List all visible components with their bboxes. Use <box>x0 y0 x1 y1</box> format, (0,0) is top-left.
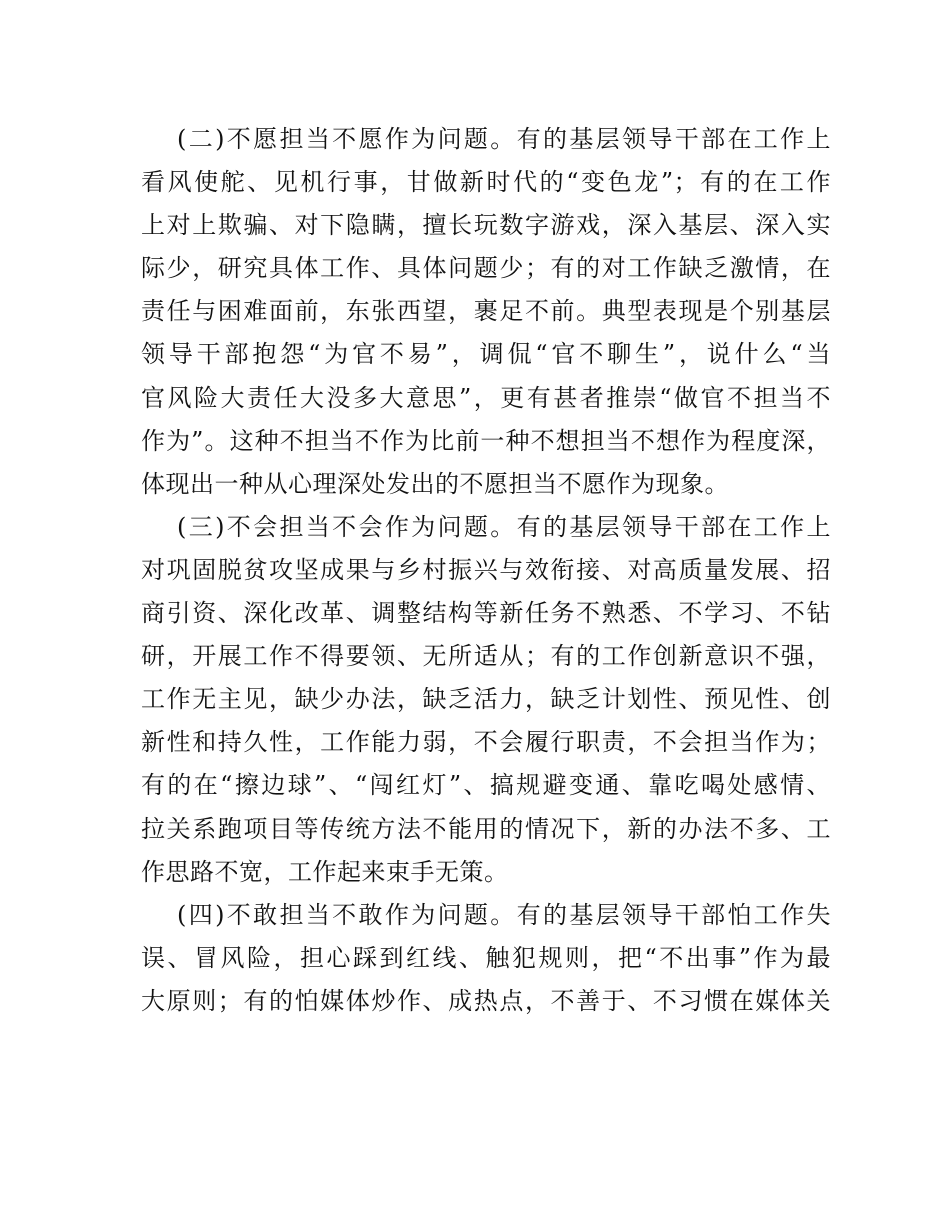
document-body <box>141 118 831 1023</box>
paragraph-line: 看风使舵、见机行事，甘做新时代的“变色龙”；有的在工作 <box>141 168 831 197</box>
paragraph-line: 领导干部抱怨“为官不易”，调侃“官不聊生”，说什么“当 <box>141 340 831 369</box>
paragraph-line: 上对上欺骗、对下隐瞒，擅长玩数字游戏，深入基层、深入实 <box>141 211 831 240</box>
paragraph-line: 工作无主见，缺少办法，缺乏活力，缺乏计划性、预见性、创 <box>141 685 831 714</box>
paragraph-line: (四)不敢担当不敢作为问题。有的基层领导干部怕工作失 <box>177 900 831 929</box>
paragraph-line: 新性和持久性，工作能力弱，不会履行职责，不会担当作为； <box>141 728 831 757</box>
paragraph-line: 有的在“擦边球”、“闯红灯”、搞规避变通、靠吃喝处感情、 <box>141 771 831 800</box>
paragraph-line: 官风险大责任大没多大意思”，更有甚者推崇“做官不担当不 <box>141 383 831 412</box>
paragraph-line: 对巩固脱贫攻坚成果与乡村振兴与效衔接、对高质量发展、招 <box>141 555 831 584</box>
paragraph-line: 责任与困难面前，东张西望，裹足不前。典型表现是个别基层 <box>141 297 831 326</box>
paragraph-line: 大原则；有的怕媒体炒作、成热点，不善于、不习惯在媒体关 <box>141 986 831 1015</box>
paragraph-line: (三)不会担当不会作为问题。有的基层领导干部在工作上 <box>177 512 831 541</box>
paragraph-2 <box>141 118 831 506</box>
paragraph-4 <box>141 894 831 1023</box>
paragraph-line: 体现出一种从心理深处发出的不愿担当不愿作为现象。 <box>141 469 729 498</box>
paragraph-line: 研，开展工作不得要领、无所适从；有的工作创新意识不强， <box>141 642 831 671</box>
paragraph-line: 拉关系跑项目等传统方法不能用的情况下，新的办法不多、工 <box>141 814 831 843</box>
paragraph-line: 际少，研究具体工作、具体问题少；有的对工作缺乏激情，在 <box>141 254 831 283</box>
paragraph-line: 误、冒风险，担心踩到红线、触犯规则，把“不出事”作为最 <box>141 943 831 972</box>
paragraph-3 <box>141 506 831 894</box>
paragraph-line: 作为”。这种不担当不作为比前一种不想担当不想作为程度深， <box>141 426 831 455</box>
paragraph-line: 作思路不宽，工作起来束手无策。 <box>141 857 509 886</box>
paragraph-line: 商引资、深化改革、调整结构等新任务不熟悉、不学习、不钻 <box>141 599 831 628</box>
paragraph-line: (二)不愿担当不愿作为问题。有的基层领导干部在工作上 <box>177 125 831 153</box>
